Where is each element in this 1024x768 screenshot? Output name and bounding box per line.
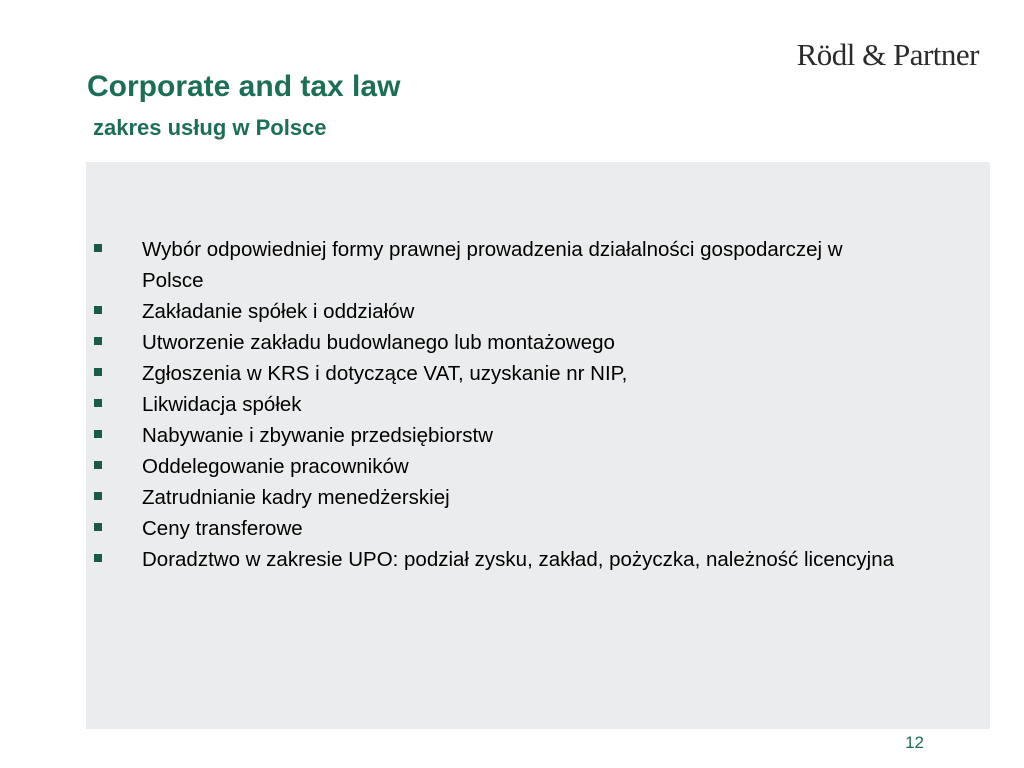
list-item <box>86 389 906 420</box>
square-bullet-icon <box>94 430 102 438</box>
list-item <box>86 420 906 451</box>
list-item-text: Wybór odpowiedniej formy prawnej prowadzenia działalności gospodarczej w Polsce <box>142 238 843 292</box>
list-item-text: Oddelegowanie pracowników <box>142 455 409 478</box>
list-item <box>86 358 906 389</box>
list-item-text: Ceny transferowe <box>142 517 303 540</box>
services-list <box>86 234 906 575</box>
page-title: Corporate and tax law <box>87 70 401 103</box>
square-bullet-icon <box>94 244 102 252</box>
list-item-text: Likwidacja spółek <box>142 393 302 416</box>
square-bullet-icon <box>94 523 102 531</box>
square-bullet-icon <box>94 337 102 345</box>
square-bullet-icon <box>94 461 102 469</box>
square-bullet-icon <box>94 554 102 562</box>
list-item <box>86 482 906 513</box>
list-item <box>86 513 906 544</box>
list-item <box>86 296 906 327</box>
content-panel <box>86 162 990 729</box>
square-bullet-icon <box>94 368 102 376</box>
square-bullet-icon <box>94 492 102 500</box>
square-bullet-icon <box>94 306 102 314</box>
page-number: 12 <box>905 733 924 752</box>
list-item-text: Doradztwo w zakresie UPO: podział zysku, zakład, pożyczka, należność licencyjna <box>142 548 894 571</box>
list-item-text: Utworzenie zakładu budowlanego lub montażowego <box>142 331 615 354</box>
company-logo: Rödl & Partner <box>796 37 979 72</box>
list-item-text: Zakładanie spółek i oddziałów <box>142 300 415 323</box>
list-item-text: Zatrudnianie kadry menedżerskiej <box>142 486 450 509</box>
list-item <box>86 544 906 575</box>
square-bullet-icon <box>94 399 102 407</box>
list-item <box>86 234 906 296</box>
list-item <box>86 451 906 482</box>
page-subtitle: zakres usług w Polsce <box>93 115 327 140</box>
list-item-text: Nabywanie i zbywanie przedsiębiorstw <box>142 424 493 447</box>
list-item-text: Zgłoszenia w KRS i dotyczące VAT, uzyskanie nr NIP, <box>142 362 628 385</box>
list-item <box>86 327 906 358</box>
